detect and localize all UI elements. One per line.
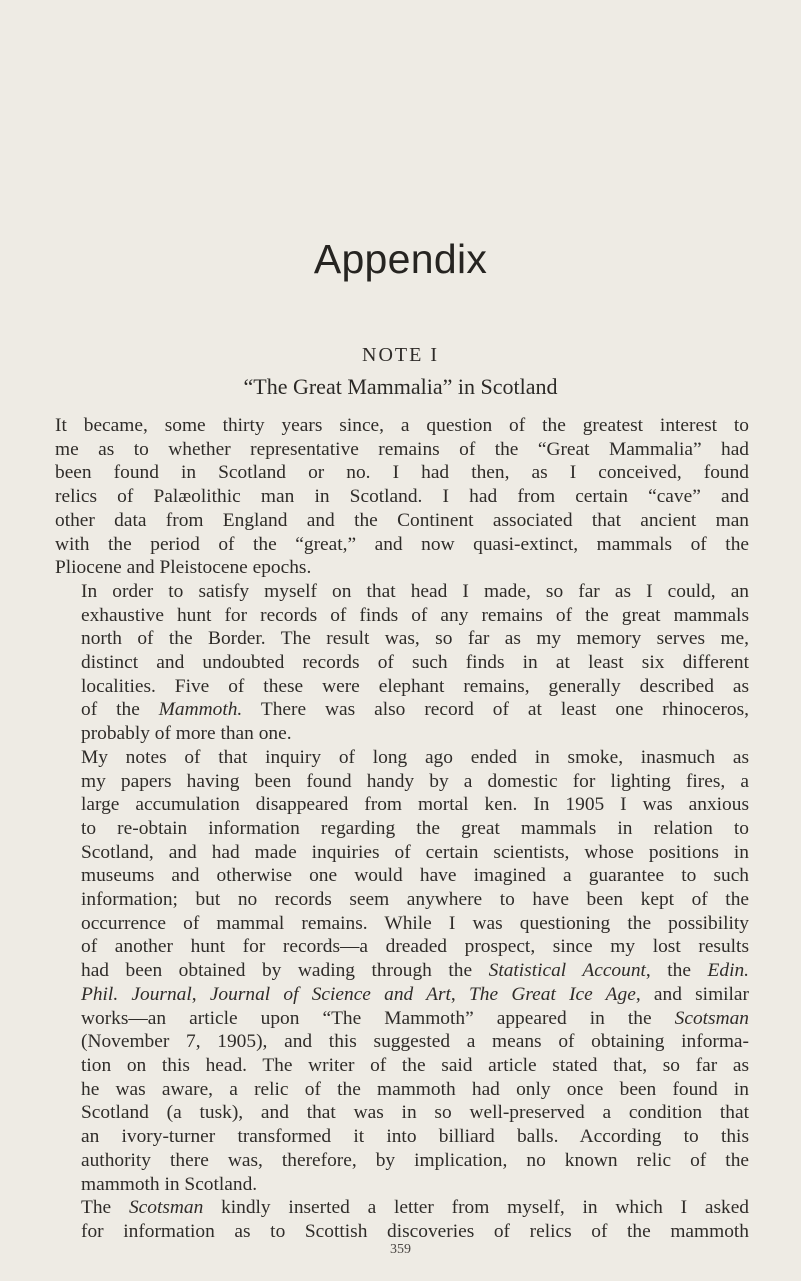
paragraph: [55, 580, 749, 746]
text-line: exhaustive hunt for records of finds of any remains of the great mammals: [81, 604, 749, 626]
text-line: Pliocene and Pleistocene epochs.: [55, 557, 312, 579]
text-line: of another hunt for records—a dreaded prospect, since my lost results: [81, 936, 749, 958]
text-line: me as to whether representative remains of the “Great Mammalia” had: [55, 438, 749, 460]
note-subtitle: “The Great Mammalia” in Scotland: [243, 374, 558, 399]
body-text: [55, 414, 749, 1244]
text-line: of the Mammoth. There was also record of at least one rhinoceros,: [81, 699, 749, 721]
text-line: had been obtained by wading through the Statistical Account, the Edin.: [81, 960, 750, 982]
text-line: The Scotsman kindly inserted a letter from myself, in which I asked: [81, 1197, 750, 1219]
text-line: my papers having been found handy by a domestic for lighting fires, a: [81, 770, 749, 792]
text-line: mammoth in Scotland.: [81, 1173, 258, 1195]
text-line: occurrence of mammal remains. While I was questioning the possibility: [81, 912, 749, 934]
text-line: information; but no records seem anywhere to have been kept of the: [81, 889, 749, 911]
text-line: relics of Palæolithic man in Scotland. I had from certain “cave” and: [55, 486, 749, 508]
text-line: been found in Scotland or no. I had then, as I conceived, found: [55, 462, 749, 484]
text-line: distinct and undoubted records of such finds in at least six different: [81, 652, 749, 674]
text-line: It became, some thirty years since, a question of the greatest interest to: [55, 415, 749, 436]
text-line: authority there was, therefore, by implication, no known relic of the: [81, 1149, 749, 1171]
text-line: In order to satisfy myself on that head I made, so far as I could, an: [81, 580, 749, 602]
text-line: for information as to Scottish discoveries of relics of the mammoth: [81, 1220, 749, 1242]
text-line: Scotland (a tusk), and that was in so well-preserved a condition that: [81, 1102, 749, 1124]
paragraph: [55, 414, 749, 580]
text-line: he was aware, a relic of the mammoth had only once been found in: [81, 1078, 749, 1100]
text-line: to re-obtain information regarding the great mammals in relation to: [81, 817, 749, 839]
paragraph: [55, 746, 749, 1196]
text-line: tion on this head. The writer of the said article stated that, so far as: [81, 1054, 749, 1076]
text-line: Scotland, and had made inquiries of certain scientists, whose positions in: [81, 841, 749, 863]
text-line: museums and otherwise one would have imagined a guarantee to such: [81, 865, 749, 887]
text-line: works—an article upon “The Mammoth” appeared in the Scotsman: [81, 1007, 749, 1029]
text-line: other data from England and the Continent associated that ancient man: [55, 509, 749, 531]
text-line: probably of more than one.: [81, 723, 292, 745]
text-line: north of the Border. The result was, so far as my memory serves me,: [81, 628, 749, 650]
note-label: NOTE I: [362, 344, 439, 366]
text-line: with the period of the “great,” and now quasi-extinct, mammals of the: [55, 533, 749, 555]
text-line: localities. Five of these were elephant remains, generally described as: [81, 675, 749, 697]
appendix-heading: Appendix: [313, 236, 488, 282]
text-line: My notes of that inquiry of long ago ended in smoke, inasmuch as: [81, 746, 749, 768]
text-line: (November 7, 1905), and this suggested a means of obtaining informa-: [81, 1031, 749, 1053]
page-number: 359: [390, 1242, 411, 1257]
text-line: an ivory-turner transformed it into billiard balls. According to this: [81, 1126, 749, 1148]
paragraph: [55, 1196, 749, 1243]
text-line: large accumulation disappeared from mortal ken. In 1905 I was anxious: [81, 794, 749, 816]
text-line: Phil. Journal, Journal of Science and Art, The Great Ice Age, and similar: [81, 983, 749, 1005]
